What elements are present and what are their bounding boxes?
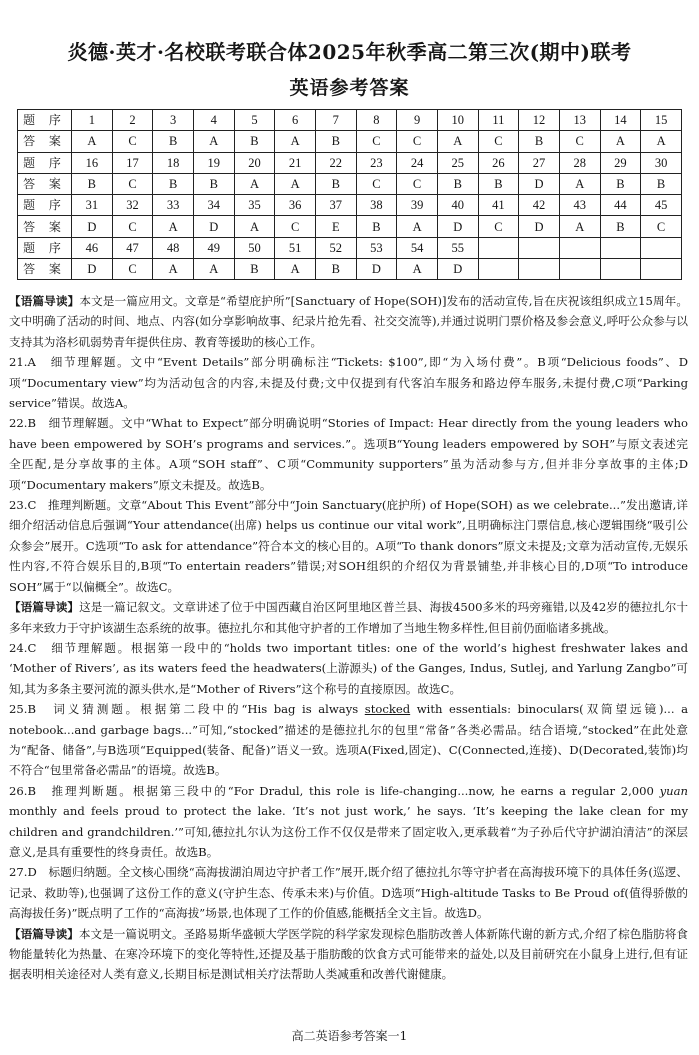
table-cell: B [193, 173, 234, 194]
table-cell: 34 [193, 195, 234, 216]
table-cell: A [275, 131, 316, 152]
table-cell: 53 [356, 237, 397, 258]
table-cell: B [72, 173, 113, 194]
table-cell: D [437, 259, 478, 280]
table-cell: B [234, 131, 275, 152]
row-label: 题 序 [18, 195, 72, 216]
table-cell: 19 [193, 152, 234, 173]
table-cell: 44 [600, 195, 641, 216]
table-row [18, 152, 682, 173]
table-cell: A [397, 259, 438, 280]
explanation-26 [9, 781, 688, 863]
table-cell: B [153, 131, 194, 152]
explanation-24: 24.C 细节理解题。根据第一段中的“holds two important titles: one of the world’s highest freshwater lakes and ‘Mother of Rivers’, as its waters feed the headwaters(上游源头) of the Ganges, Indus, Sutlej, and Yarlung Zangbo”可知,其为多条主要河流的源头供水,是“Mother of Rivers”这个称号的直接原因。故选C。 [9, 640, 688, 696]
row-label: 答 案 [18, 131, 72, 152]
table-cell: 20 [234, 152, 275, 173]
explanation-22: 22.B 细节理解题。文中“What to Expect”部分明确说明“Stories of Impact: Hear directly from the young leaders who have been empowered by SOH’s programs and services.”。选项B“Young leaders empowered by SOH”与原文表述完全匹配,是分享故事的主体。A项“SOH staff”、C项“Community supporters”虽为活动参与方,但并非分享故事的主体;D项“Documentary makers”原文未提及。故选B。 [9, 416, 688, 492]
table-cell: C [356, 131, 397, 152]
table-cell: D [356, 259, 397, 280]
page-title: 炎德·英才·名校联考联合体2025年秋季高二第三次(期中)联考 [67, 40, 632, 64]
table-cell: 40 [437, 195, 478, 216]
table-cell: 18 [153, 152, 194, 173]
guide-text: 这是一篇记叙文。文章讲述了位于中国西藏自治区阿里地区普兰县、海拔4500多米的玛旁雍错,以及42岁的德拉扎尔十多年来致力于守护该湖生态系统的故事。德拉扎尔和其他守护者的工作增加了当地生物多样性,但目前仍面临诸多挑战。 [9, 600, 688, 635]
table-cell: A [397, 216, 438, 237]
table-row [18, 195, 682, 216]
explanation-21: 21.A 细节理解题。文中“Event Details”部分明确标注“Tickets: $100”,即“为入场付费”。B项“Delicious foods”、D项“Documentary view”均为活动包含的内容,未提及付费;文中仅提到有代客泊车服务和路边停车服务,未提付费,C项“Parking service”错误。故选A。 [9, 355, 688, 411]
table-cell: 14 [600, 110, 641, 131]
row-label: 题 序 [18, 110, 72, 131]
table-cell: 31 [72, 195, 113, 216]
guide-label: 【语篇导读】 [9, 294, 80, 308]
table-cell: C [641, 216, 682, 237]
table-cell: 11 [478, 110, 519, 131]
table-cell: 55 [437, 237, 478, 258]
table-cell: 22 [315, 152, 356, 173]
table-cell: 2 [112, 110, 153, 131]
table-cell: C [559, 131, 600, 152]
table-cell: 9 [397, 110, 438, 131]
table-cell: B [437, 173, 478, 194]
row-label: 题 序 [18, 237, 72, 258]
guide-text: 本文是一篇说明文。圣路易斯华盛顿大学医学院的科学家发现棕色脂肪改善人体新陈代谢的新方式,介绍了棕色脂肪将食物能量转化为热量、在寒冷环境下的变化等特性,还提及基于脂肪酸的饮食方式可能带来的益处,以及目前研究在小鼠身上进行,但有证据表明相关途径对人类有意义,长期目标是测试相关疗法帮助人类减重和改善代谢健康。 [9, 926, 688, 982]
table-cell: 13 [559, 110, 600, 131]
table-cell: 10 [437, 110, 478, 131]
table-cell: 36 [275, 195, 316, 216]
table-cell: 30 [641, 152, 682, 173]
table-cell: A [600, 131, 641, 152]
table-cell: A [193, 259, 234, 280]
table-cell: A [234, 216, 275, 237]
passage-guide [9, 597, 688, 638]
table-cell: 17 [112, 152, 153, 173]
table-cell: A [275, 259, 316, 280]
row-label: 题 序 [18, 152, 72, 173]
table-cell: 54 [397, 237, 438, 258]
table-cell: 12 [519, 110, 560, 131]
table-cell: D [72, 216, 113, 237]
page-subtitle: 英语参考答案 [289, 77, 410, 99]
table-cell: B [641, 173, 682, 194]
table-cell: B [315, 173, 356, 194]
table-cell: A [437, 131, 478, 152]
table-cell [519, 259, 560, 280]
table-cell: D [519, 173, 560, 194]
table-cell: 8 [356, 110, 397, 131]
table-cell: C [397, 173, 438, 194]
table-cell: B [356, 216, 397, 237]
table-cell: 15 [641, 110, 682, 131]
table-row [18, 110, 682, 131]
table-cell: 35 [234, 195, 275, 216]
table-cell: 37 [315, 195, 356, 216]
table-cell: 23 [356, 152, 397, 173]
table-cell: A [275, 173, 316, 194]
table-cell: 41 [478, 195, 519, 216]
explanation-text: 26.B 推理判断题。根据第三段中的“For Dradul, this role is life-changing...now, he earns a regular 2,000 [9, 783, 660, 798]
guide-label: 【语篇导读】 [9, 926, 79, 941]
passage-guide [9, 291, 688, 352]
table-row [18, 173, 682, 194]
table-cell [478, 237, 519, 258]
table-cell: B [234, 259, 275, 280]
table-cell: C [112, 216, 153, 237]
table-cell: D [72, 259, 113, 280]
table-cell: C [112, 173, 153, 194]
table-cell: C [397, 131, 438, 152]
table-cell: B [600, 216, 641, 237]
row-label: 答 案 [18, 216, 72, 237]
explanation-23: 23.C 推理判断题。文章“About This Event”部分中“Join Sanctuary(庇护所) of Hope(SOH) as we celebrate...”发出邀请,详细介绍活动信息后强调“Your attendance(出席) helps us continue our vital work”,且明确标注门票信息,核心逻辑围绕“吸引公众参会”展开。C选项“To ask for attendance”符合本文的核心目的。A项“To thank donors”原文未提及;文章为活动宣传,无娱乐性内容,不符合娱乐目的,B项“To entertain readers”错误;对SOH组织的介绍仅为背景铺垫,并非核心目的,D项“To introduce SOH”属于“以偏概全”。故选C。 [9, 498, 688, 594]
table-row [18, 259, 682, 280]
table-cell [641, 259, 682, 280]
italic-word: yuan [659, 783, 688, 798]
explanation-text: monthly and feels proud to protect the lake. ‘It’s not just work,’ he says. ‘It’s keeping the lake clean for my children and grandchildren.’”可知,德拉扎尔认为这份工作不仅仅是带来了固定收入,更承载着“为子孙后代守护湖泊清洁”的深层意义,是具有重要性的终身责任。故选B。 [9, 804, 688, 859]
table-cell: B [315, 259, 356, 280]
table-cell: D [437, 216, 478, 237]
table-cell: 27 [519, 152, 560, 173]
table-cell [519, 237, 560, 258]
underlined-word: stocked [364, 702, 411, 717]
table-cell: 24 [397, 152, 438, 173]
table-cell: A [234, 173, 275, 194]
table-cell: A [153, 216, 194, 237]
table-cell [641, 237, 682, 258]
table-row [18, 131, 682, 152]
table-cell: C [478, 216, 519, 237]
table-cell [559, 237, 600, 258]
table-cell: 45 [641, 195, 682, 216]
table-cell: 6 [275, 110, 316, 131]
table-cell: A [559, 173, 600, 194]
table-cell: 33 [153, 195, 194, 216]
explanation-27: 27.D 标题归纳题。全文核心围绕“高海拔湖泊周边守护者工作”展开,既介绍了德拉扎尔等守护者在高海拔环境下的具体任务(巡逻、记录、救助等),也强调了这份工作的意义(守护生态、传承未来)与价值。D选项“High-altitude Tasks to Be Proud of(值得骄傲的高海拔任务)”既点明了工作的“高海拔”场景,也体现了工作的价值感,能概括全文主旨。故选D。 [9, 865, 688, 921]
table-row [18, 237, 682, 258]
table-cell: 47 [112, 237, 153, 258]
table-cell: A [559, 216, 600, 237]
explanation-25 [9, 699, 688, 781]
table-cell: E [315, 216, 356, 237]
guide-text: 本文是一篇应用文。文章是“希望庇护所”[Sanctuary of Hope(SOH)]发布的活动宣传,旨在庆祝该组织成立15周年。文中明确了活动的时间、地点、内容(如分享影响故事、纪录片抢先看、社交交流等),并通过说明门票价格及参会意义,呼吁公众参与以支持其为洛杉矶弱势青年提供住房、教育等援助的核心工作。 [9, 294, 688, 349]
table-cell: 1 [72, 110, 113, 131]
table-cell: 29 [600, 152, 641, 173]
table-cell: 5 [234, 110, 275, 131]
table-cell: 3 [153, 110, 194, 131]
explanation-text: 25.B 词义猜测题。根据第二段中的“His bag is always [9, 702, 365, 717]
table-cell: 38 [356, 195, 397, 216]
answer-table [17, 109, 682, 280]
table-cell: 42 [519, 195, 560, 216]
table-cell: B [478, 173, 519, 194]
table-cell: 25 [437, 152, 478, 173]
table-cell: C [112, 131, 153, 152]
table-cell: A [193, 131, 234, 152]
table-cell: 48 [153, 237, 194, 258]
passage-guide [9, 924, 688, 985]
row-label: 答 案 [18, 259, 72, 280]
table-cell: 26 [478, 152, 519, 173]
table-cell: 49 [193, 237, 234, 258]
table-cell: 43 [559, 195, 600, 216]
table-cell: 4 [193, 110, 234, 131]
table-cell: 52 [315, 237, 356, 258]
table-cell: C [275, 216, 316, 237]
table-cell: D [193, 216, 234, 237]
table-cell: A [153, 259, 194, 280]
page-footer: 高二英语参考答案一1 [291, 1029, 408, 1043]
table-cell: D [519, 216, 560, 237]
table-cell: 39 [397, 195, 438, 216]
table-cell: B [519, 131, 560, 152]
guide-label: 【语篇导读】 [9, 600, 80, 615]
table-cell: C [112, 259, 153, 280]
table-cell [600, 259, 641, 280]
table-cell: 16 [72, 152, 113, 173]
answer-explanations [9, 291, 688, 985]
table-cell: B [315, 131, 356, 152]
table-cell: 51 [275, 237, 316, 258]
table-cell: B [600, 173, 641, 194]
row-label: 答 案 [18, 173, 72, 194]
table-cell [478, 259, 519, 280]
table-cell: 21 [275, 152, 316, 173]
table-cell: 28 [559, 152, 600, 173]
table-cell: C [356, 173, 397, 194]
table-cell: 46 [72, 237, 113, 258]
table-cell: B [153, 173, 194, 194]
table-cell: A [72, 131, 113, 152]
table-cell: 32 [112, 195, 153, 216]
table-cell [559, 259, 600, 280]
table-cell: C [478, 131, 519, 152]
table-cell: 50 [234, 237, 275, 258]
table-cell: A [641, 131, 682, 152]
table-cell [600, 237, 641, 258]
table-row [18, 216, 682, 237]
table-cell: 7 [315, 110, 356, 131]
explanation-text: with essentials: binoculars(双筒望远镜)... a notebook...and garbage bags...”可知,“stocked”描述的是德拉扎尔的包里“常备”各类必需品。结合语境,“stocked”在此处意为“配备、储备”,与B选项“Equipped(装备、配备)”语义一致。选项A(Fixed,固定)、C(Connected,连接)、D(Decorated,装饰)均不符合“包里常备必需品”的语境。故选B。 [9, 702, 689, 778]
